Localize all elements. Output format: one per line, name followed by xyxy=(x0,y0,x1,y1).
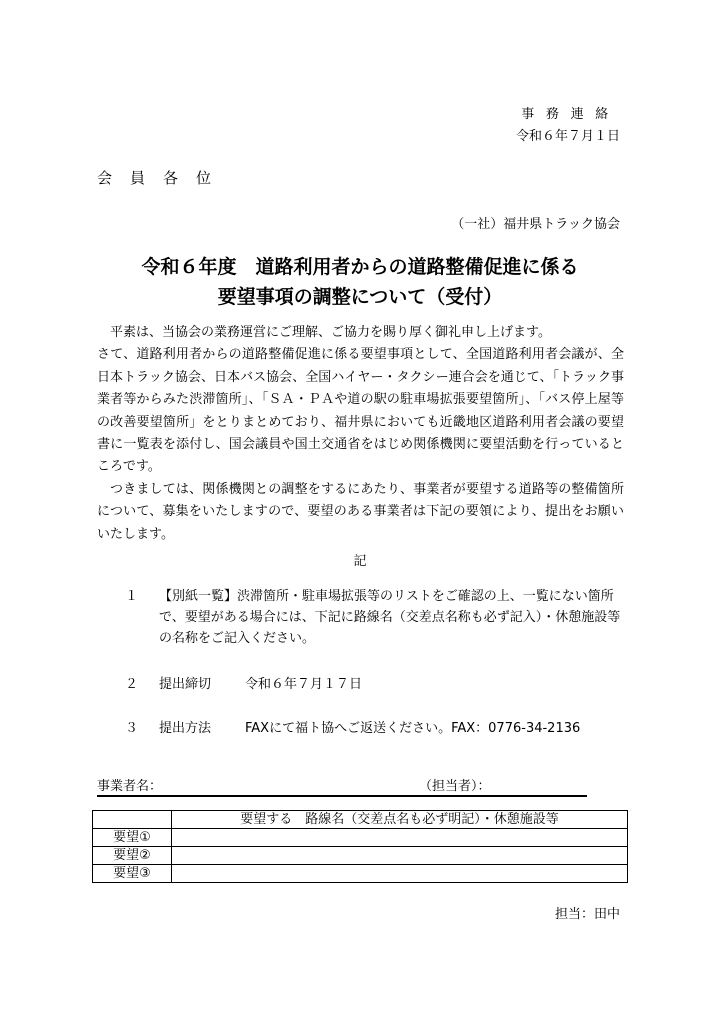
request-row-label: 要望② xyxy=(93,847,172,865)
request-row-label: 要望③ xyxy=(93,865,172,883)
request-entry-cell[interactable] xyxy=(172,865,628,883)
ki-heading: 記 xyxy=(353,554,367,569)
request-entry-cell[interactable] xyxy=(172,847,628,865)
contact-footer: 担当：田中 xyxy=(554,907,620,922)
request-table xyxy=(92,810,628,883)
item-text: 【別紙一覧】渋滞箇所・駐車場拡張等のリストをご確認の上、一覧にない箇所で、要望がある場合には、下記に路線名（交差点名称も必ず記入）・休憩施設等の名称をご記入ください。 xyxy=(159,589,621,646)
request-row-label: 要望① xyxy=(93,829,172,847)
business-info-line[interactable] xyxy=(97,775,587,797)
title-line-1: 令和６年度 道路利用者からの道路整備促進に係る xyxy=(141,256,579,278)
body-paragraph-background: さて、道路利用者からの道路整備促進に係る要望事項として、全国道路利用者会議が、全日本トラック協会、日本バス協会、全国ハイヤー・タクシー連合会を通じて、「トラック事業者等からみた渋滞箇所」、「ＳＡ・ＰＡや道の駅の駐車場拡張要望箇所」、「バス停上屋等の改善要望箇所」をとりまとめており、福井県においても近畿地区道路利用者会議の要望書に一覧表を添付し、国会議員や国土交通省をはじめ関係機関に要望活動を行っているところです。 xyxy=(97,347,624,475)
table-header: 要望する 路線名（交差点名も必ず明記）・休憩施設等 xyxy=(172,811,628,829)
body-paragraph-greeting: 平素は、当協会の業務運営にご理解、ご協力を賜り厚く御礼申し上げます。 xyxy=(110,325,551,340)
deadline-value: 令和６年７月１７日 xyxy=(245,677,363,692)
table-corner-cell xyxy=(93,811,172,829)
method-value: FAXにて福ト協へご返送ください。FAX：0776-34-2136 xyxy=(245,721,581,736)
request-entry-cell[interactable] xyxy=(172,829,628,847)
addressee: 会員各位 xyxy=(97,169,230,187)
title-line-2: 要望事項の調整について（受付） xyxy=(217,286,503,308)
body-paragraph-request: つきましては、関係機関との調整をするにあたり、事業者が要望する道路等の整備箇所について、募集をいたしますので、要望のある事業者は下記の要領により、提出をお願いいたします。 xyxy=(97,481,624,542)
contact-person-label: （担当者）： xyxy=(419,779,491,794)
item-number: ２ xyxy=(125,677,139,692)
document-title xyxy=(0,252,720,312)
list-item xyxy=(125,586,625,650)
method-label: 提出方法 xyxy=(159,721,212,736)
business-name-label: 事業者名： xyxy=(97,779,163,794)
body-text xyxy=(97,322,624,546)
list-item xyxy=(125,718,625,740)
table-header-row xyxy=(93,811,628,829)
document-date: 令和６年７月１日 xyxy=(515,129,620,144)
sender: （一社）福井県トラック協会 xyxy=(451,217,620,232)
item-number: １ xyxy=(125,589,139,604)
item-number: ３ xyxy=(125,721,139,736)
table-row xyxy=(93,829,628,847)
list-item xyxy=(125,674,625,696)
item-text xyxy=(159,718,625,739)
table-row xyxy=(93,865,628,883)
table-row xyxy=(93,847,628,865)
document-type: 事務連絡 xyxy=(521,107,620,122)
deadline-label: 提出締切 xyxy=(159,677,212,692)
item-text xyxy=(159,674,625,695)
